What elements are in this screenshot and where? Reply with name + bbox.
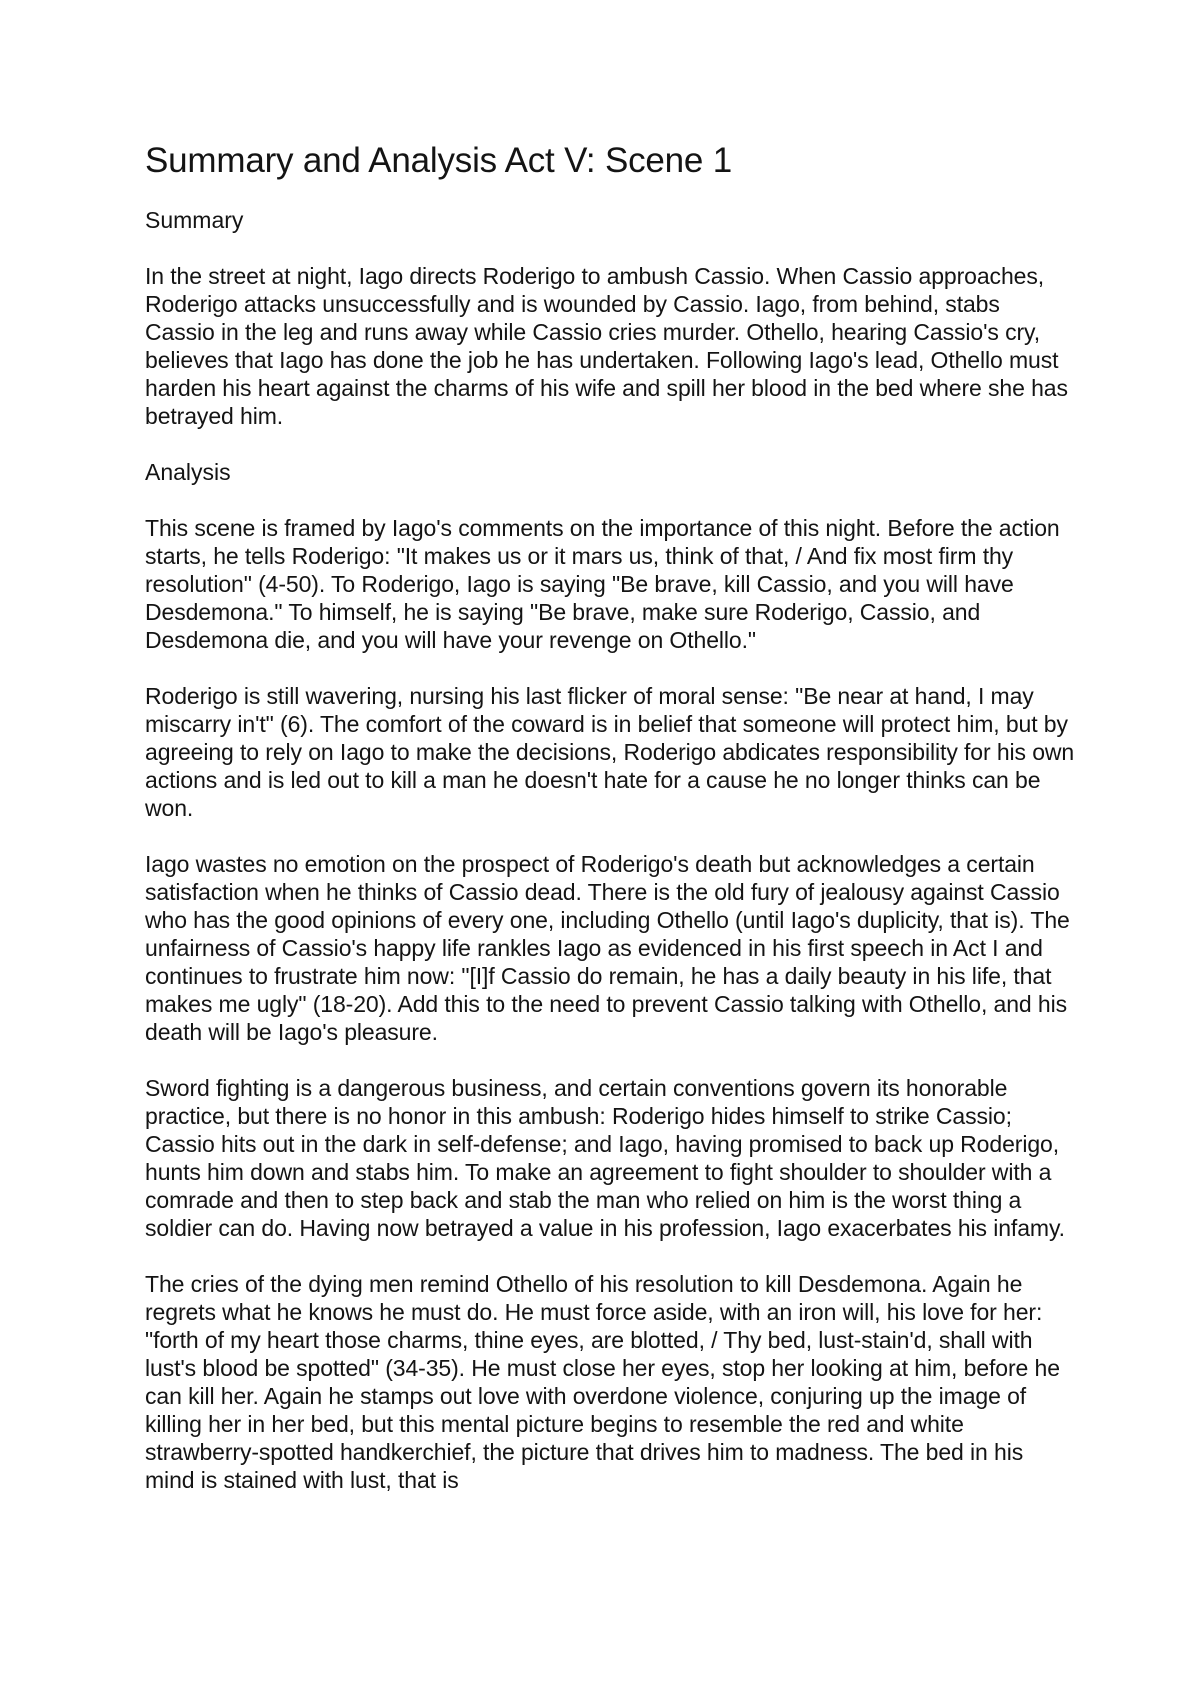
- page-title: Summary and Analysis Act V: Scene 1: [145, 141, 732, 180]
- analysis-paragraph-4: Sword fighting is a dangerous business, and certain conventions govern its honorable practice, but there is no honor in this ambush: Roderigo hides himself to strike Cassio; Cassio hits out in the dark in self-defense; and Iago, having promised to back up Roderigo, hunts him down and stabs him. To make an agreement to fight shoulder to shoulder with a comrade and then to step back and stab the man who relied on him is the worst thing a soldier can do. Having now betrayed a value in his profession, Iago exacerbates his infamy.: [145, 1075, 1065, 1241]
- analysis-paragraph-3: Iago wastes no emotion on the prospect of Roderigo's death but acknowledges a certain satisfaction when he thinks of Cassio dead. There is the old fury of jealousy against Cassio who has the good opinions of every one, including Othello (until Iago's duplicity, that is). The unfairness of Cassio's happy life rankles Iago as evidenced in his first speech in Act I and continues to frustrate him now: "[I]f Cassio do remain, he has a daily beauty in his life, that makes me ugly" (18-20). Add this to the need to prevent Cassio talking with Othello, and his death will be Iago's pleasure.: [145, 851, 1070, 1045]
- analysis-paragraph-5: The cries of the dying men remind Othello of his resolution to kill Desdemona. Again he regrets what he knows he must do. He must force aside, with an iron will, his love for her: "forth of my heart those charms, thine eyes, are blotted, / Thy bed, lust-stain'd, shall with lust's blood be spotted" (34-35). He must close her eyes, stop her looking at him, before he can kill her. Again he stamps out love with overdone violence, conjuring up the image of killing her in her bed, but this mental picture begins to resemble the red and white strawberry-spotted handkerchief, the picture that drives him to madness. The bed in his mind is stained with lust, that is: [145, 1271, 1060, 1493]
- summary-paragraph: In the street at night, Iago directs Roderigo to ambush Cassio. When Cassio approaches, Roderigo attacks unsuccessfully and is wounded by Cassio. Iago, from behind, stabs Cassio in the leg and runs away while Cassio cries murder. Othello, hearing Cassio's cry, believes that Iago has done the job he has undertaken. Following Iago's lead, Othello must harden his heart against the charms of his wife and spill her blood in the bed where she has betrayed him.: [145, 263, 1068, 429]
- analysis-paragraph-2: Roderigo is still wavering, nursing his last flicker of moral sense: "Be near at hand, I may miscarry in't" (6). The comfort of the coward is in belief that someone will protect him, but by agreeing to rely on Iago to make the decisions, Roderigo abdicates responsibility for his own actions and is led out to kill a man he doesn't hate for a cause he no longer thinks can be won.: [145, 683, 1075, 821]
- analysis-paragraph-1: This scene is framed by Iago's comments on the importance of this night. Before the action starts, he tells Roderigo: "It makes us or it mars us, think of that, / And fix most firm thy resolution" (4-50). To Roderigo, Iago is saying "Be brave, kill Cassio, and you will have Desdemona." To himself, he is saying "Be brave, make sure Roderigo, Cassio, and Desdemona die, and you will have your revenge on Othello.": [145, 515, 1060, 653]
- summary-heading: Summary: [145, 207, 244, 233]
- analysis-heading: Analysis: [145, 459, 231, 485]
- document-page: [145, 140, 1075, 1494]
